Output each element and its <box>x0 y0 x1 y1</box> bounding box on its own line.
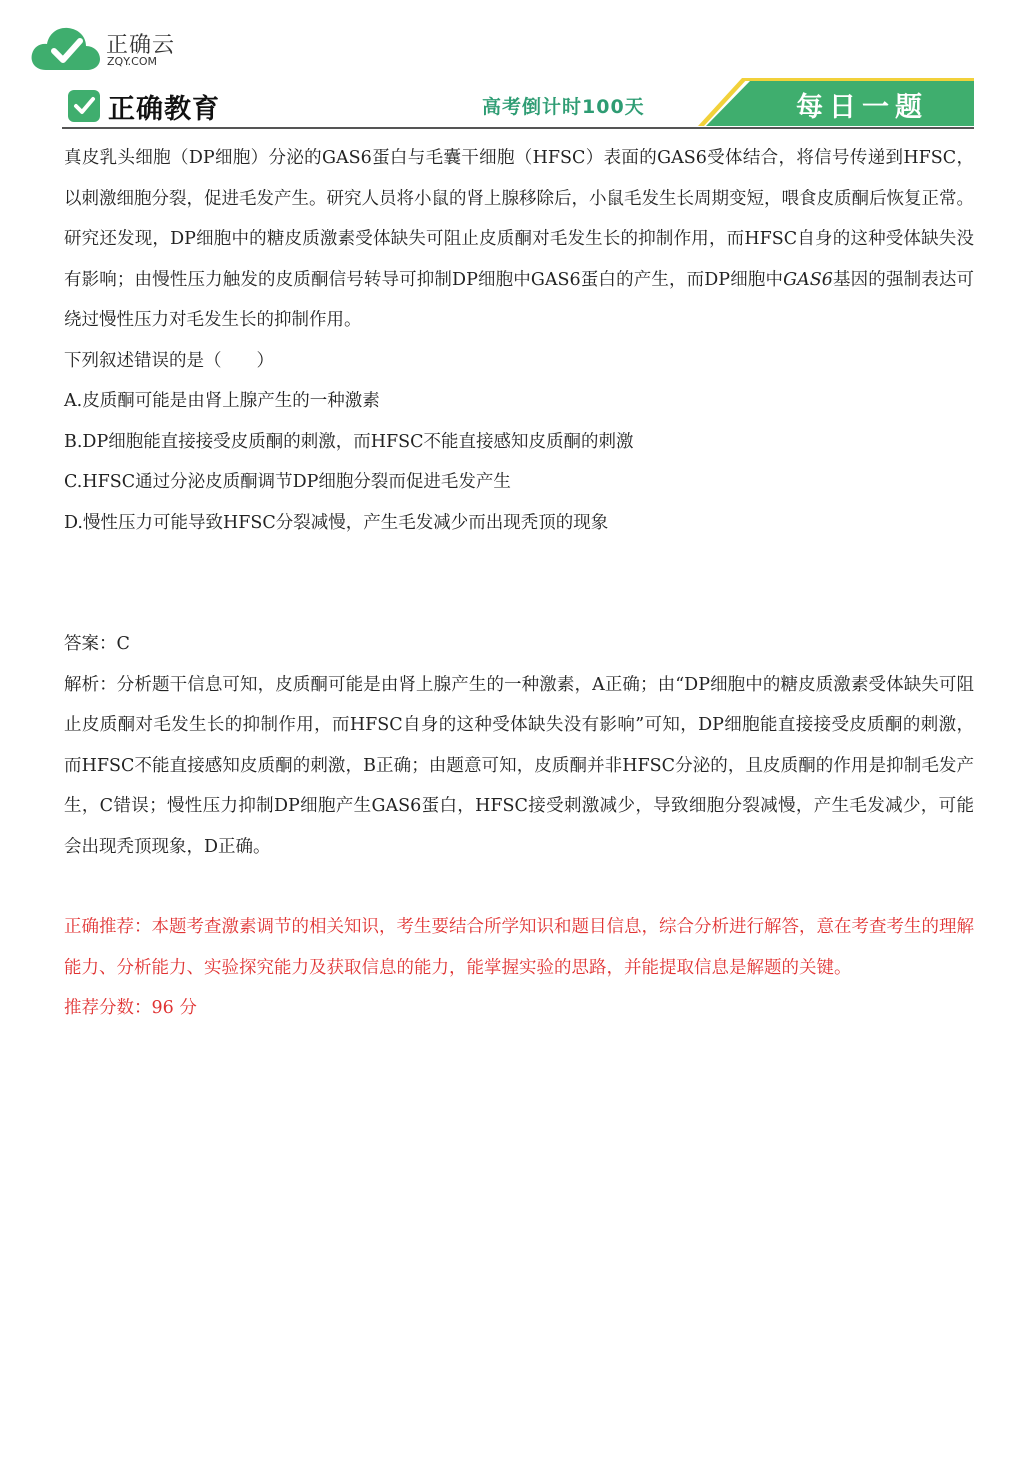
answer: 答案：C <box>64 634 130 654</box>
header-banner <box>62 78 974 130</box>
stem-text-end: 基因的强制表达可绕过慢性压力对毛发生长的抑制作用。 <box>64 269 975 330</box>
gene-name: GAS6 <box>783 269 833 290</box>
logo-domain: ZQY.COM <box>107 55 158 68</box>
option-d: D.慢性压力可能导致HFSC分裂减慢，产生毛发减少而出现秃顶的现象 <box>64 512 609 533</box>
option-c: C.HFSC通过分泌皮质酮调节DP细胞分裂而促进毛发产生 <box>64 472 511 492</box>
logo-name: 正确云 <box>106 33 176 58</box>
ribbon-title: 每日一题 <box>796 92 928 123</box>
question-prompt: 下列叙述错误的是（ ） <box>64 350 274 371</box>
zqy-logo <box>30 24 180 76</box>
stem-text: 真皮乳头细胞（DP细胞）分泌的GAS6蛋白与毛囊干细胞（HFSC）表面的GAS6受体结合，将信号传递到HFSC，以刺激细胞分裂，促进毛发产生。研究人员将小鼠的肾上腺移除后，小鼠毛发生长周期变短，喂食皮质酮后恢复正常。研究还发现，DP细胞中的糖皮质激素受体缺失可阻止皮质酮对毛发生长的抑制作用，而HFSC自身的这种受体缺失没有影响；由慢性压力触发的皮质酮信号转导可抑制DP细胞中GAS6蛋白的产生，而DP细胞中 <box>64 148 974 290</box>
brand-title: 正确教育 <box>108 93 220 125</box>
question-content <box>64 138 974 1029</box>
recommend-score: 推荐分数：96 分 <box>64 998 197 1018</box>
option-a: A.皮质酮可能是由肾上腺产生的一种激素 <box>64 391 380 411</box>
countdown-text: 高考倒计时100天 <box>482 96 645 118</box>
recommendation: 正确推荐：本题考查激素调节的相关知识，考生要结合所学知识和题目信息，综合分析进行解答，意在考查考生的理解能力、分析能力、实验探究能力及获取信息的能力，能掌握实验的思路，并能提取信息是解题的关键。 <box>64 917 974 978</box>
option-b: B.DP细胞能直接接受皮质酮的刺激，而HFSC不能直接感知皮质酮的刺激 <box>64 431 634 452</box>
brand <box>68 86 220 126</box>
cloud-check-icon <box>30 24 102 72</box>
check-icon <box>68 90 100 122</box>
header-divider <box>62 127 974 129</box>
question-stem <box>64 138 974 341</box>
analysis: 解析：分析题干信息可知，皮质酮可能是由肾上腺产生的一种激素，A正确；由“DP细胞中的糖皮质激素受体缺失可阻止皮质酮对毛发生长的抑制作用，而HFSC自身的这种受体缺失没有影响”可知，DP细胞能直接接受皮质酮的刺激，而HFSC不能直接感知皮质酮的刺激，B正确；由题意可知，皮质酮并非HFSC分泌的，且皮质酮的作用是抑制毛发产生，C错误；慢性压力抑制DP细胞产生GAS6蛋白，HFSC接受刺激减少，导致细胞分裂减慢，产生毛发减少，可能会出现秃顶现象，D正确。 <box>64 674 974 857</box>
